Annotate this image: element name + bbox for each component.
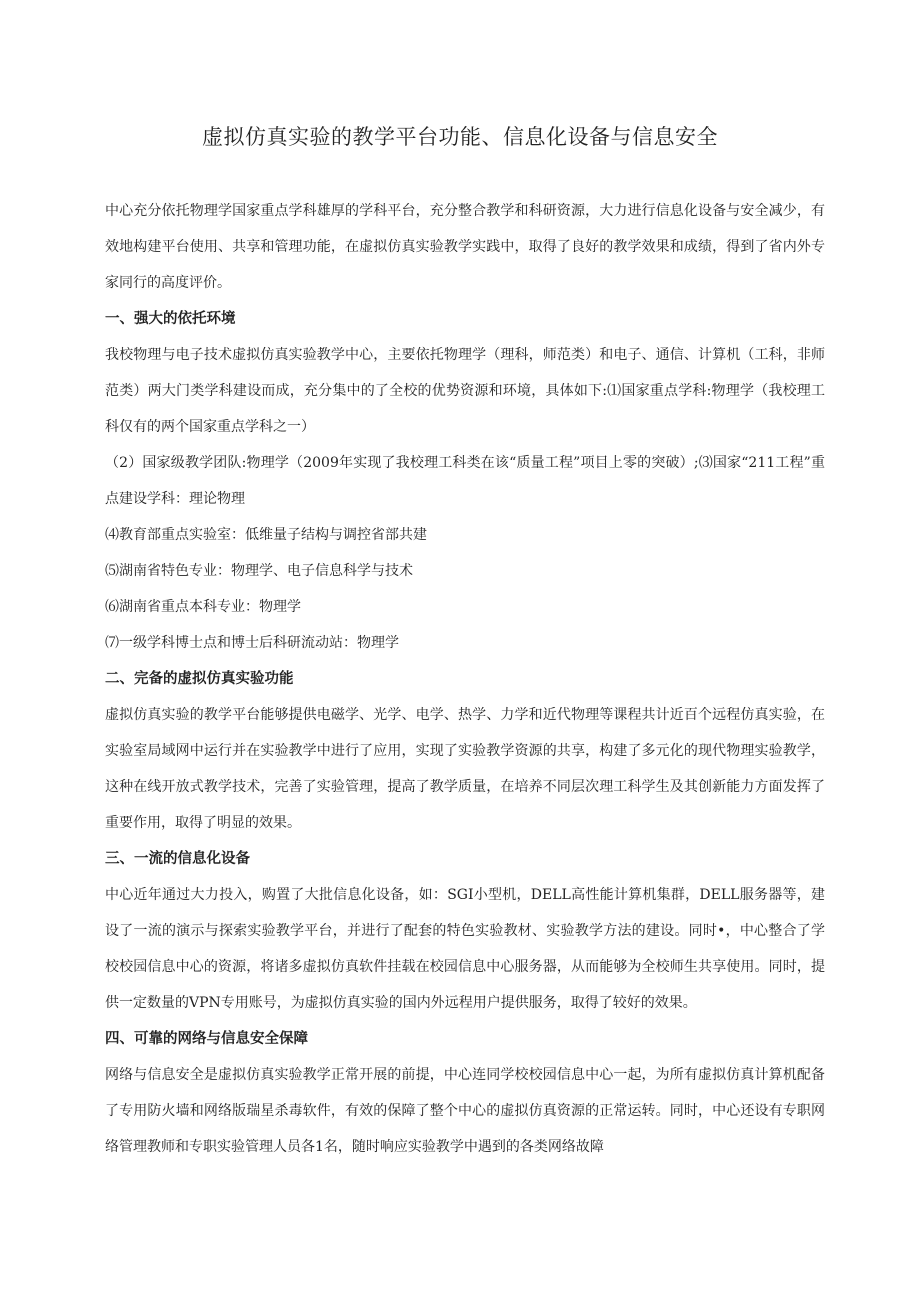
section-3-heading: 三、一流的信息化设备 bbox=[105, 851, 250, 867]
section-3-paragraph: 中心近年通过大力投入，购置了大批信息化设备，如：SGI小型机，DELL高性能计算机集群，DELL服务器等，建设了一流的演示与探索实验教学平台，并进行了配套的特色实验教材、实验教学方法的建设。同时•，中心整合了学校校园信息中心的资源，将诸多虚拟仿真软件挂载在校园信息中心服务器，从而能够为全校师生共享使用。同时，提供一定数量的VPN专用账号，为虚拟仿真实验的国内外远程用户提供服务，取得了较好的效果。 bbox=[105, 887, 825, 1011]
section-4-heading: 四、可靠的网络与信息安全保障 bbox=[105, 1031, 308, 1047]
section-1-item: ⑹湖南省重点本科专业：物理学 bbox=[105, 599, 301, 615]
section-1-heading: 一、强大的依托环境 bbox=[105, 311, 236, 327]
section-4-paragraph: 网络与信息安全是虚拟仿真实验教学正常开展的前提，中心连同学校校园信息中心一起，为所有虚拟仿真计算机配备了专用防火墙和网络版瑞星杀毒软件，有效的保障了整个中心的虚拟仿真资源的正常运转。同时，中心还设有专职网络管理教师和专职实验管理人员各1名，随时响应实验教学中遇到的各类网络故障 bbox=[105, 1067, 825, 1155]
section-1-paragraph: 我校物理与电子技术虚拟仿真实验教学中心，主要依托物理学（理科，师范类）和电子、通信、计算机（工科，非师范类）两大门类学科建设而成，充分集中的了全校的优势资源和环境，具体如下:⑴国家重点学科:物理学（我校理工科仅有的两个国家重点学科之一） bbox=[105, 347, 825, 435]
section-2-paragraph: 虚拟仿真实验的教学平台能够提供电磁学、光学、电学、热学、力学和近代物理等课程共计近百个远程仿真实验，在实验室局域网中运行并在实验教学中进行了应用，实现了实验教学资源的共享，构建了多元化的现代物理实验教学，这种在线开放式教学技术，完善了实验管理，提高了教学质量，在培养不同层次理工科学生及其创新能力方面发挥了重要作用，取得了明显的效果。 bbox=[105, 707, 825, 831]
document-title: 虚拟仿真实验的教学平台功能、信息化设备与信息安全 bbox=[202, 125, 718, 149]
section-1-item: ⑸湖南省特色专业：物理学、电子信息科学与技术 bbox=[105, 563, 413, 579]
section-2-heading: 二、完备的虚拟仿真实验功能 bbox=[105, 671, 294, 687]
section-1-line-2: （2）国家级教学团队:物理学（2009年实现了我校理工科类在该“质量工程”项目上零的突破）;⑶国家“211工程”重点建设学科：理论物理 bbox=[105, 455, 825, 507]
section-1-item: ⑷教育部重点实验室：低维量子结构与调控省部共建 bbox=[105, 527, 427, 543]
section-1-item: ⑺一级学科博士点和博士后科研流动站：物理学 bbox=[105, 635, 399, 651]
intro-paragraph: 中心充分依托物理学国家重点学科雄厚的学科平台，充分整合教学和科研资源，大力进行信息化设备与安全减少，有效地构建平台使用、共享和管理功能，在虚拟仿真实验教学实践中，取得了良好的教学效果和成绩，得到了省内外专家同行的高度评价。 bbox=[105, 203, 825, 291]
document-body bbox=[105, 193, 825, 1165]
